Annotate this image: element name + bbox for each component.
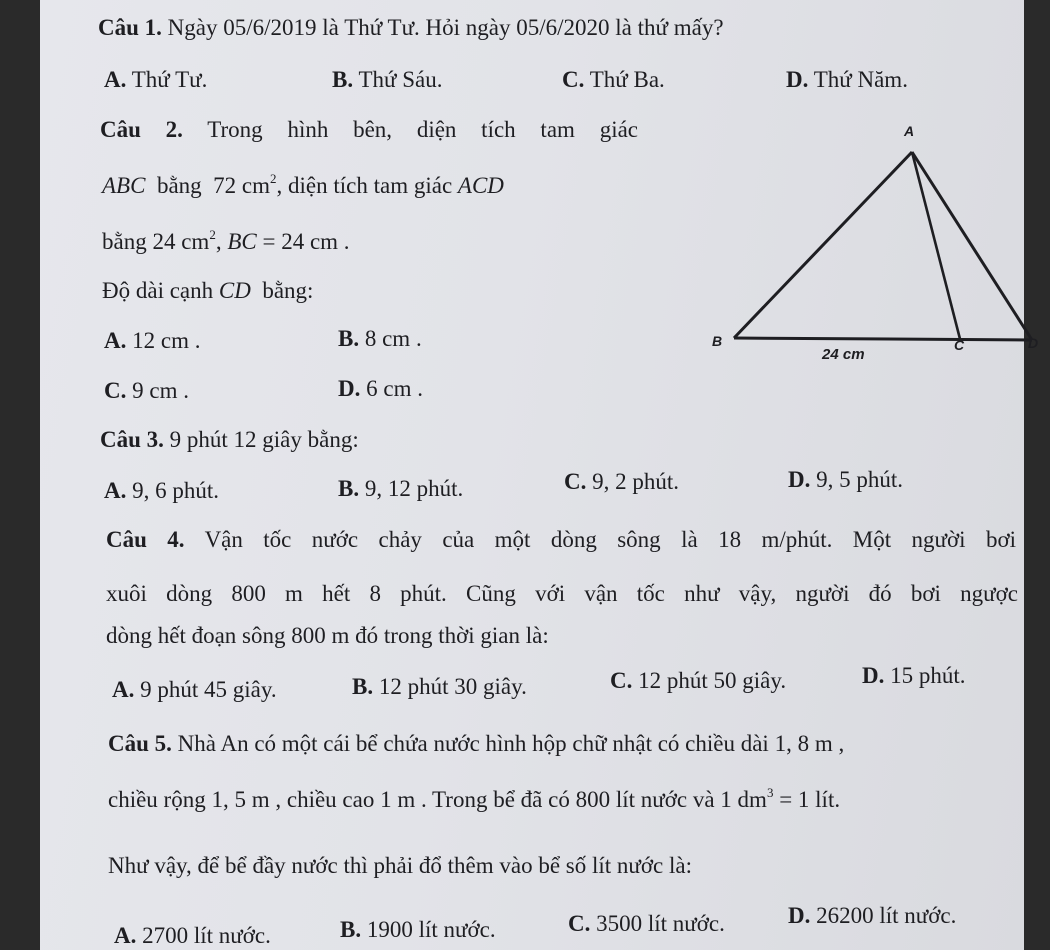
question-1-text: Ngày 05/6/2019 là Thứ Tư. Hỏi ngày 05/6/2020 là thứ mấy? <box>167 15 724 40</box>
q5-option-b: B. 1900 lít nước. <box>340 917 496 942</box>
question-3-label: Câu 3. <box>100 427 164 452</box>
point-b-label: B <box>712 333 723 349</box>
q3-option-d: D. 9, 5 phút. <box>788 467 904 492</box>
q5-option-c: C. 3500 lít nước. <box>568 911 725 936</box>
question-2-line-4: Độ dài cạnh CD bằng: <box>102 278 314 303</box>
question-1-stem <box>98 14 724 42</box>
q4-option-c: C. 12 phút 50 giây. <box>610 668 787 693</box>
q5-option-a: A. 2700 lít nước. <box>114 923 271 948</box>
triangle-figure <box>680 118 1050 368</box>
q2-option-b: B. 8 cm . <box>338 326 422 351</box>
question-2-label: Câu 2. <box>100 117 183 142</box>
edge-bd <box>734 338 1032 340</box>
edge-ac <box>912 152 960 339</box>
q5-option-d: D. 26200 lít nước. <box>788 903 957 928</box>
edge-ab <box>734 152 912 338</box>
question-4-line-2: xuôi dòng 800 m hết 8 phút. Cũng với vận tốc như vậy, người đó bơi ngược <box>106 581 1018 606</box>
q4-option-b: B. 12 phút 30 giây. <box>352 674 527 699</box>
question-2-line-3: bằng 24 $cm^2$, BC = 24 cm . <box>102 227 350 254</box>
q1-option-a: A. Thứ Tư. <box>104 67 208 92</box>
question-4-label: Câu 4. <box>106 527 185 552</box>
point-a-label: A <box>904 123 915 139</box>
q1-option-b: B. Thứ Sáu. <box>332 67 443 92</box>
q3-option-b: B. 9, 12 phút. <box>338 476 464 501</box>
point-c-label: C <box>954 337 965 353</box>
q2-option-c: C. 9 cm . <box>104 378 189 403</box>
q1-option-c: C. Thứ Ba. <box>562 67 665 92</box>
question-1-label: Câu 1. <box>98 15 162 40</box>
q3-option-a: A. 9, 6 phút. <box>104 478 220 503</box>
q4-option-d: D. 15 phút. <box>862 663 966 688</box>
question-5-line-3: Như vậy, để bể đầy nước thì phải đổ thêm vào bể số lít nước là: <box>108 853 692 878</box>
question-3-stem: Câu 3. 9 phút 12 giây bằng: <box>100 427 359 452</box>
question-4-line-3: dòng hết đoạn sông 800 m đó trong thời gian là: <box>106 623 549 648</box>
bc-length-label: 24 cm <box>822 346 865 363</box>
question-4-line-1: Câu 4. Vận tốc nước chảy của một dòng sông là 18 m/phút. Một người bơi <box>106 527 1017 552</box>
question-5-line-1: Câu 5. Nhà An có một cái bể chứa nước hình hộp chữ nhật có chiều dài 1, 8 m , <box>108 731 845 756</box>
point-d-label: D <box>1028 335 1039 351</box>
exam-paper <box>40 0 1039 950</box>
question-2-line-1: Câu 2. Trong hình bên, diện tích tam giác <box>100 117 638 142</box>
question-5-label: Câu 5. <box>108 731 172 756</box>
q2-option-d: D. 6 cm . <box>338 376 423 401</box>
q3-option-c: C. 9, 2 phút. <box>564 469 680 494</box>
q2-option-a: A. 12 cm . <box>104 328 201 353</box>
edge-ad <box>912 152 1032 340</box>
question-2-line-2: ABC bằng 72 $cm^2$, diện tích tam giác ACD <box>102 171 504 198</box>
q1-option-d: D. Thứ Năm. <box>786 67 908 92</box>
question-5-line-2: chiều rộng 1, 5 m , chiều cao 1 m . Trong bể đã có 800 lít nước và 1 $dm^3 = 1$ lít. <box>108 785 841 812</box>
q4-option-a: A. 9 phút 45 giây. <box>112 677 277 702</box>
